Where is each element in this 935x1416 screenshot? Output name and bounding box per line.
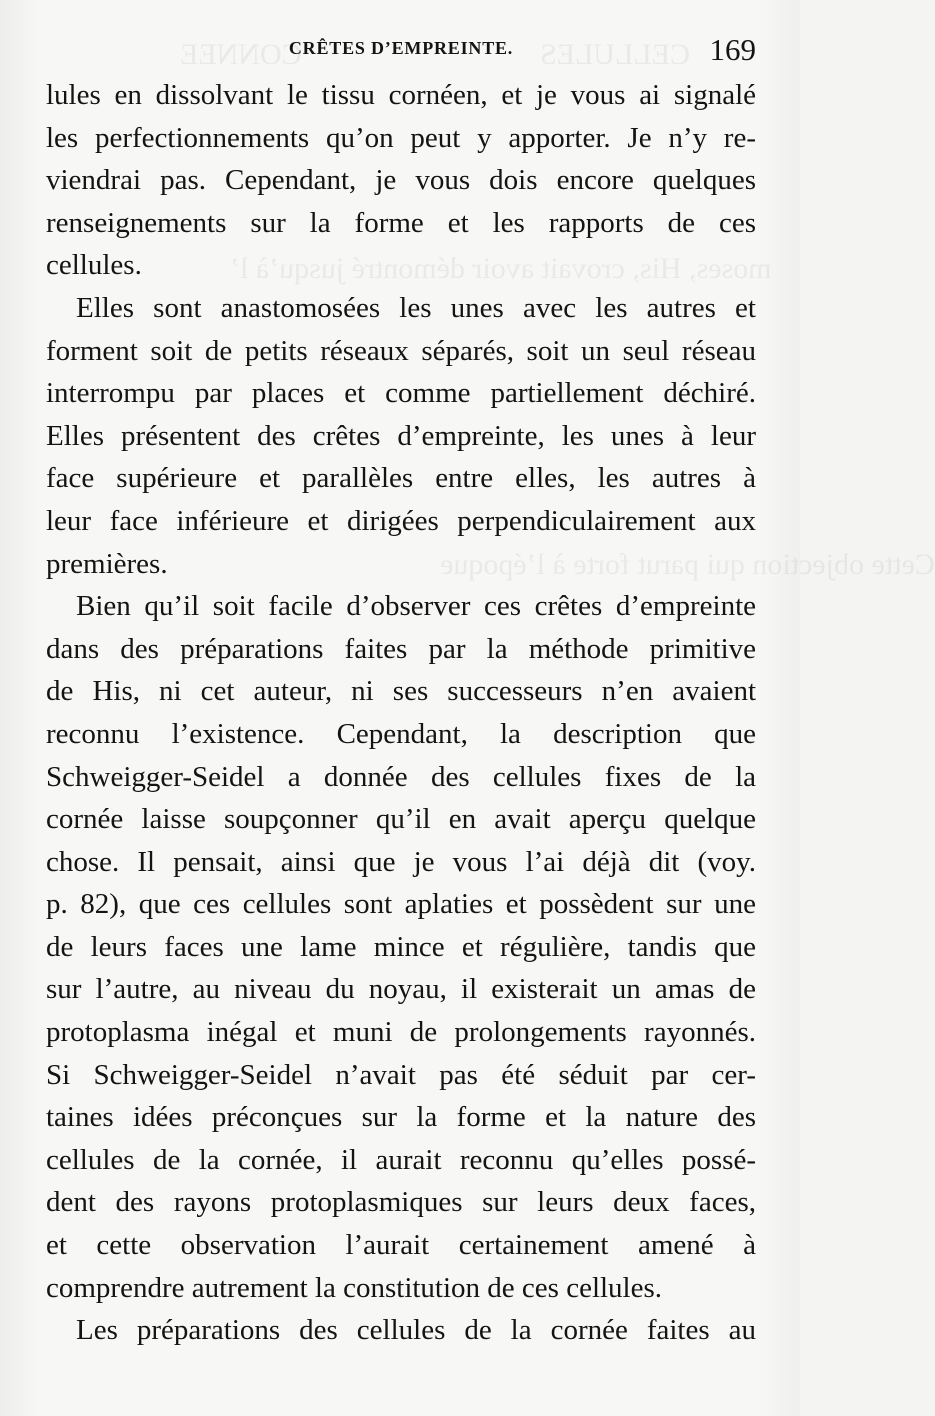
text-line: comprendre autrement la constitution de ces cellules. xyxy=(46,1271,663,1304)
body-text xyxy=(46,74,756,1352)
text-line: reconnu l’existence. Cependant, la description que xyxy=(46,717,756,750)
text-line: Elles sont anastomosées les unes avec les autres et xyxy=(76,291,756,324)
text-line: les perfectionnements qu’on peut y apporter. Je n’y re- xyxy=(46,121,756,154)
text-line: protoplasma inégal et muni de prolongements rayonnés. xyxy=(46,1016,756,1049)
show-through-text: moses, His, crovait avoir démontré jusqu’à l’ xyxy=(230,252,772,285)
show-through-text: CELLULES xyxy=(540,38,690,71)
text-line: cellules. xyxy=(46,249,142,282)
text-line: Bien qu’il soit facile d’observer ces crêtes d’empreinte xyxy=(76,590,756,623)
text-line: viendrai pas. Cependant, je vous dois encore quelques xyxy=(46,164,756,197)
text-line: forment soit de petits réseaux séparés, soit un seul réseau xyxy=(46,334,756,367)
text-line: renseignements sur la forme et les rapports de ces xyxy=(46,206,756,239)
text-line: de His, ni cet auteur, ni ses successeurs n’en avaient xyxy=(46,675,756,708)
text-line: et cette observation l’aurait certainement amené à xyxy=(46,1229,756,1262)
text-line: lules en dissolvant le tissu cornéen, et je vous ai signalé xyxy=(46,79,756,111)
text-line: chose. Il pensait, ainsi que je vous l’ai déjà dit (voy. xyxy=(46,845,756,878)
text-line: leur face inférieure et dirigées perpendiculairement aux xyxy=(46,504,756,537)
text-line: Les préparations des cellules de la cornée faites au xyxy=(76,1314,756,1347)
text-line: interrompu par places et comme partiellement déchiré. xyxy=(46,377,756,410)
page-number: 169 xyxy=(709,32,756,67)
text-line: taines idées préconçues sur la forme et la nature des xyxy=(46,1101,756,1134)
show-through-text: CONNEE xyxy=(180,38,302,71)
text-line: cornée laisse soupçonner qu’il en avait aperçu quelque xyxy=(46,803,756,836)
text-line: p. 82), que ces cellules sont aplaties et possèdent sur une xyxy=(46,888,756,921)
show-through-text: Cette objection qui parut forte à l’époque xyxy=(440,548,935,581)
text-line: Schweigger-Seidel a donnée des cellules fixes de la xyxy=(46,760,756,793)
text-line: face supérieure et parallèles entre elles, les autres à xyxy=(46,462,756,495)
text-line: cellules de la cornée, il aurait reconnu qu’elles possé- xyxy=(46,1143,756,1176)
text-line: dent des rayons protoplasmiques sur leurs deux faces, xyxy=(46,1186,756,1219)
text-line: de leurs faces une lame mince et régulière, tandis que xyxy=(46,930,756,963)
text-line: dans des préparations faites par la méthode primitive xyxy=(46,632,756,665)
text-line: sur l’autre, au niveau du noyau, il existerait un amas de xyxy=(46,973,756,1006)
text-line: premières. xyxy=(46,547,168,580)
running-head xyxy=(46,34,756,74)
text-line: Elles présentent des crêtes d’empreinte, les unes à leur xyxy=(46,419,756,452)
text-line: Si Schweigger-Seidel n’avait pas été séduit par cer- xyxy=(46,1058,756,1091)
running-title: CRÊTES D’EMPREINTE. xyxy=(288,38,514,58)
